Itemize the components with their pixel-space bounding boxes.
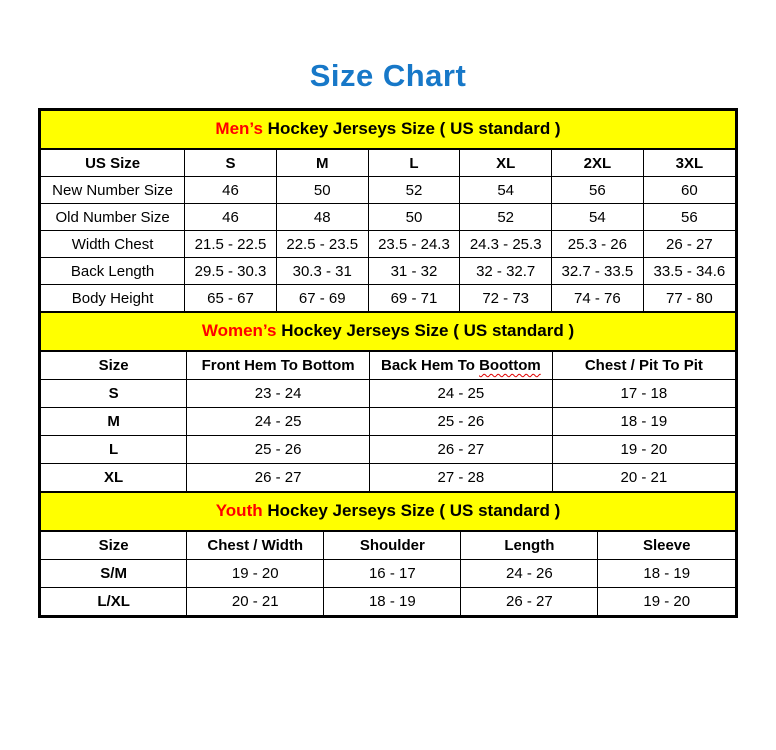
- table-row: [41, 408, 735, 436]
- table-cell: 72 - 73: [460, 285, 552, 312]
- table-cell: 48: [276, 204, 368, 231]
- table-cell: 21.5 - 22.5: [185, 231, 277, 258]
- table-cell: 17 - 18: [552, 380, 735, 408]
- table-cell: 25.3 - 26: [552, 231, 644, 258]
- table-cell: 65 - 67: [185, 285, 277, 312]
- column-header: [369, 352, 552, 380]
- table-cell: 54: [460, 177, 552, 204]
- table-cell: 52: [460, 204, 552, 231]
- table-cell: 31 - 32: [368, 258, 460, 285]
- table-cell: 24.3 - 25.3: [460, 231, 552, 258]
- table-cell: 26 - 27: [643, 231, 735, 258]
- table-cell: 56: [643, 204, 735, 231]
- column-header: Length: [461, 532, 598, 560]
- column-header: Shoulder: [324, 532, 461, 560]
- table-row: [41, 436, 735, 464]
- row-label: XL: [41, 464, 187, 492]
- column-header: Size: [41, 352, 187, 380]
- table-cell: 32 - 32.7: [460, 258, 552, 285]
- table-cell: 56: [552, 177, 644, 204]
- table-row: [41, 560, 735, 588]
- table-cell: 50: [276, 177, 368, 204]
- table-cell: 25 - 26: [369, 408, 552, 436]
- mens-section-header: [41, 111, 735, 150]
- column-header: Chest / Pit To Pit: [552, 352, 735, 380]
- table-cell: 23 - 24: [187, 380, 370, 408]
- column-header: Front Hem To Bottom: [187, 352, 370, 380]
- table-cell: 60: [643, 177, 735, 204]
- table-cell: 20 - 21: [552, 464, 735, 492]
- table-cell: 23.5 - 24.3: [368, 231, 460, 258]
- column-header: Chest / Width: [187, 532, 324, 560]
- table-cell: 74 - 76: [552, 285, 644, 312]
- womens-size-table: [41, 352, 735, 491]
- column-header: L: [368, 150, 460, 177]
- column-header: US Size: [41, 150, 185, 177]
- table-cell: 22.5 - 23.5: [276, 231, 368, 258]
- youth-header-text: Hockey Jerseys Size ( US standard ): [262, 501, 561, 520]
- table-cell: 25 - 26: [187, 436, 370, 464]
- table-cell: 19 - 20: [598, 588, 735, 616]
- table-cell: 24 - 25: [369, 380, 552, 408]
- table-row: [41, 464, 735, 492]
- womens-header-row: [41, 352, 735, 380]
- table-cell: 69 - 71: [368, 285, 460, 312]
- column-header: Size: [41, 532, 187, 560]
- row-label: New Number Size: [41, 177, 185, 204]
- table-cell: 52: [368, 177, 460, 204]
- table-row: [41, 231, 735, 258]
- table-cell: 26 - 27: [369, 436, 552, 464]
- size-chart-page: [0, 58, 776, 618]
- column-header: XL: [460, 150, 552, 177]
- row-label: Back Length: [41, 258, 185, 285]
- table-cell: 27 - 28: [369, 464, 552, 492]
- youth-size-table: [41, 532, 735, 615]
- column-header: M: [276, 150, 368, 177]
- table-cell: 77 - 80: [643, 285, 735, 312]
- misspelled-word-spellcheck: Boottom: [479, 357, 541, 374]
- table-cell: 18 - 19: [598, 560, 735, 588]
- row-label: L: [41, 436, 187, 464]
- table-row: [41, 380, 735, 408]
- table-cell: 24 - 25: [187, 408, 370, 436]
- womens-section-header: [41, 311, 735, 352]
- table-cell: 46: [185, 177, 277, 204]
- table-cell: 32.7 - 33.5: [552, 258, 644, 285]
- youth-accent-label: Youth: [215, 501, 263, 520]
- table-cell: 30.3 - 31: [276, 258, 368, 285]
- table-cell: 16 - 17: [324, 560, 461, 588]
- table-cell: 26 - 27: [461, 588, 598, 616]
- table-row: [41, 177, 735, 204]
- table-cell: 54: [552, 204, 644, 231]
- column-header: 2XL: [552, 150, 644, 177]
- row-label: Width Chest: [41, 231, 185, 258]
- table-cell: 20 - 21: [187, 588, 324, 616]
- table-cell: 19 - 20: [187, 560, 324, 588]
- table-cell: 24 - 26: [461, 560, 598, 588]
- column-header-text: Back Hem To: [380, 357, 475, 374]
- table-cell: 67 - 69: [276, 285, 368, 312]
- table-cell: 33.5 - 34.6: [643, 258, 735, 285]
- womens-accent-label: Women’s: [201, 321, 277, 340]
- table-row: [41, 204, 735, 231]
- column-header: Sleeve: [598, 532, 735, 560]
- womens-header-text: Hockey Jerseys Size ( US standard ): [276, 321, 575, 340]
- table-row: [41, 258, 735, 285]
- table-cell: 29.5 - 30.3: [185, 258, 277, 285]
- row-label: Old Number Size: [41, 204, 185, 231]
- table-cell: 26 - 27: [187, 464, 370, 492]
- table-cell: 50: [368, 204, 460, 231]
- youth-header-row: [41, 532, 735, 560]
- row-label: Body Height: [41, 285, 185, 312]
- row-label: S: [41, 380, 187, 408]
- mens-header-row: [41, 150, 735, 177]
- column-header: S: [185, 150, 277, 177]
- mens-accent-label: Men’s: [215, 119, 263, 138]
- size-chart-tables: [38, 108, 738, 618]
- youth-section-header: [41, 491, 735, 532]
- row-label: M: [41, 408, 187, 436]
- table-row: [41, 588, 735, 616]
- table-cell: 19 - 20: [552, 436, 735, 464]
- row-label: L/XL: [41, 588, 187, 616]
- row-label: S/M: [41, 560, 187, 588]
- mens-header-text: Hockey Jerseys Size ( US standard ): [262, 119, 561, 138]
- table-row: [41, 285, 735, 312]
- page-title: Size Chart: [309, 58, 467, 93]
- table-cell: 46: [185, 204, 277, 231]
- column-header: 3XL: [643, 150, 735, 177]
- table-cell: 18 - 19: [324, 588, 461, 616]
- mens-size-table: [41, 150, 735, 311]
- table-cell: 18 - 19: [552, 408, 735, 436]
